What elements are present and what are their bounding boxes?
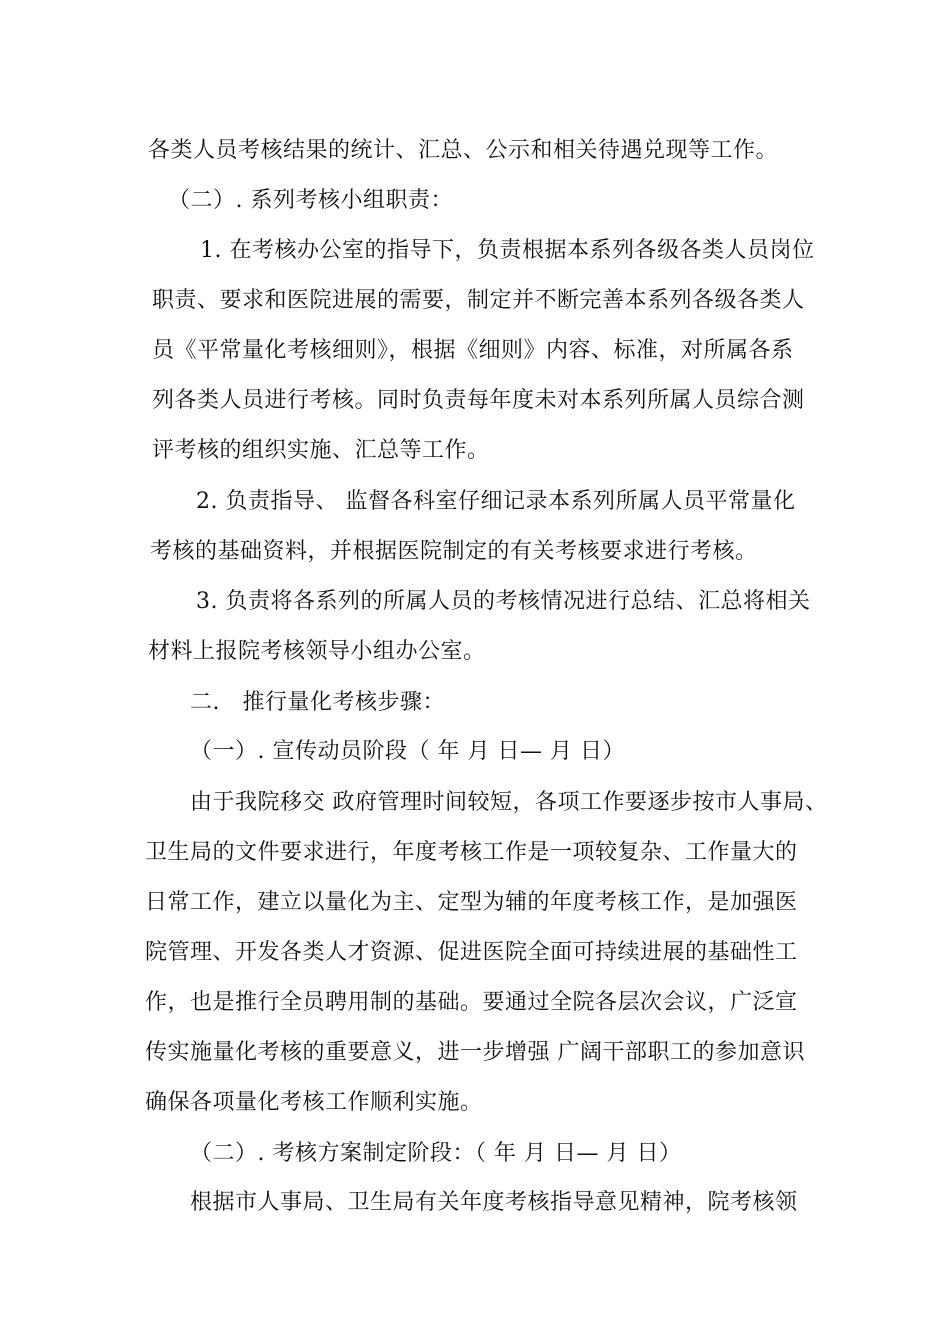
text-line-1: 各类人员考核结果的统计、汇总、公示和相关待遇兑现等工作。 bbox=[148, 138, 779, 163]
text-line-17: 院管理、开发各类人才资源、促进医院全面可持续进展的基础性工 bbox=[145, 940, 798, 965]
text-line-4: 职责、要求和医院进展的需要，制定并不断完善本系列各级各类人 bbox=[152, 288, 805, 313]
text-line-18: 作，也是推行全员聘用制的基础。要通过全院各层次会议，广泛宣 bbox=[145, 990, 798, 1015]
text-line-14: 由于我院移交 政府管理时间较短，各项工作要逐步按市人事局、 bbox=[190, 790, 828, 815]
section-heading: （二）. 系列考核小组职责： bbox=[168, 188, 453, 213]
text-line-22: 根据市人事局、卫生局有关年度考核指导意见精神，院考核领 bbox=[190, 1190, 798, 1215]
text-line-16: 日常工作，建立以量化为主、定型为辅的年度考核工作，是加强医 bbox=[145, 890, 798, 915]
text-line-20: 确保各项量化考核工作顺利实施。 bbox=[145, 1090, 483, 1115]
text-line-9: 考核的基础资料，并根据医院制定的有关考核要求进行考核。 bbox=[150, 539, 758, 564]
text-line-8: 2. 负责指导、 监督各科室仔细记录本系列所属人员平常量化 bbox=[196, 489, 796, 514]
subsection-heading-2: （二）. 考核方案制定阶段：（ 年 月 日— 月 日） bbox=[190, 1141, 682, 1166]
text-line-10: 3. 负责将各系列的所属人员的考核情况进行总结、汇总将相关 bbox=[196, 589, 811, 614]
text-line-11: 材料上报院考核领导小组办公室。 bbox=[148, 639, 486, 664]
text-line-5: 员《平常量化考核细则》，根据《细则》内容、标准，对所属各系 bbox=[152, 338, 794, 363]
text-line-6: 列各类人员进行考核。同时负责每年度未对本系列所属人员综合测 bbox=[152, 388, 805, 413]
text-line-15: 卫生局的文件要求进行，年度考核工作是一项较复杂、工作量大的 bbox=[145, 840, 798, 865]
text-line-19: 传实施量化考核的重要意义，进一步增强 广阔干部职工的参加意识 bbox=[145, 1040, 805, 1065]
text-line-7: 评考核的组织实施、汇总等工作。 bbox=[152, 438, 490, 463]
subsection-heading-1: （一）. 宣传动员阶段（ 年 月 日— 月 日） bbox=[190, 739, 625, 764]
section-heading-2: 二. 推行量化考核步骤： bbox=[190, 690, 445, 715]
text-line-3: 1. 在考核办公室的指导下，负责根据本系列各级各类人员岗位 bbox=[200, 238, 815, 263]
